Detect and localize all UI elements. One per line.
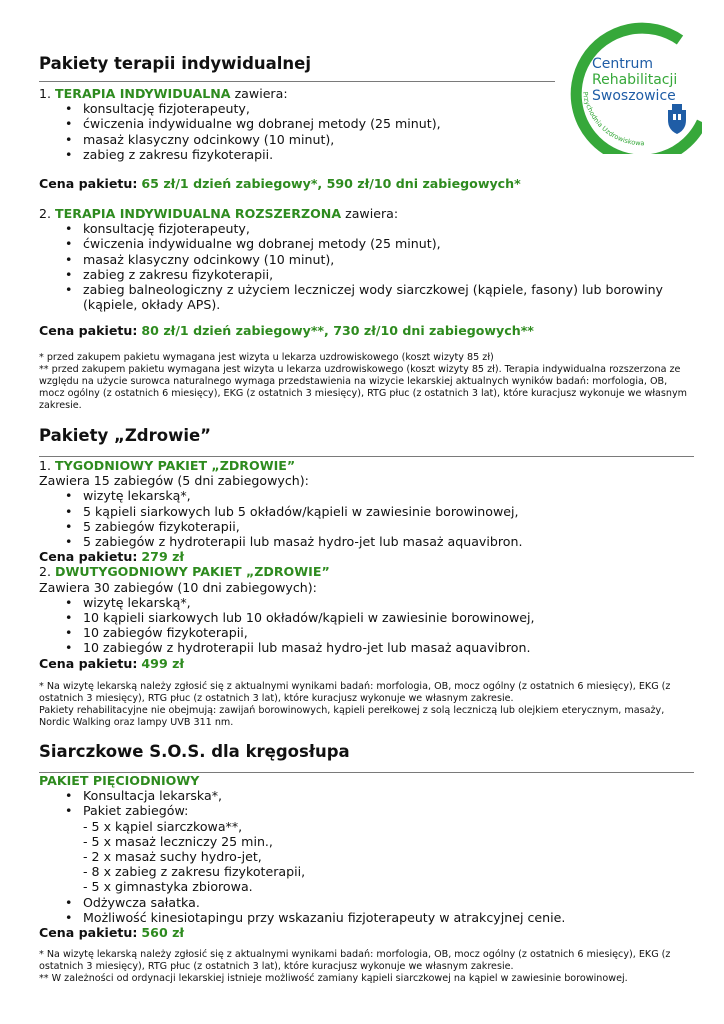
sub-item: - 5 x masaż leczniczy 25 min., xyxy=(83,833,273,849)
package-items xyxy=(39,895,699,925)
package-heading: 1. TYGODNIOWY PAKIET „ZDROWIE” xyxy=(39,458,296,473)
package-items xyxy=(39,488,699,549)
section-title-terapia: Pakiety terapii indywidualnej xyxy=(39,54,312,73)
price-value: 499 zł xyxy=(141,655,185,671)
list-item: • 10 zabiegów z hydroterapii lub masaż hydro-jet lub masaż aquavibron. xyxy=(39,640,699,655)
list-item: • Pakiet zabiegów: xyxy=(39,803,699,818)
price-value: 560 zł xyxy=(141,925,185,941)
list-item: • ćwiczenia indywidualne wg dobranej metody (25 minut), xyxy=(39,236,699,251)
list-item: • masaż klasyczny odcinkowy (10 minut), xyxy=(39,132,699,147)
list-item: • wizytę lekarską*, xyxy=(39,488,699,503)
sub-item: - 8 x zabieg z zakresu fizykoterapii, xyxy=(83,864,306,880)
sub-item: - 5 x gimnastyka zbiorowa. xyxy=(83,879,253,895)
footnote: ** W zależności od ordynacji lekarskiej istnieje możliwość zamiany kąpieli siarczkowej na kąpiel w zawiesinie borowinowej. xyxy=(39,973,628,984)
package-heading: 2. DWUTYGODNIOWY PAKIET „ZDROWIE” xyxy=(39,564,330,580)
package-intro: Zawiera 30 zabiegów (10 dni zabiegowych): xyxy=(39,579,317,595)
package-price xyxy=(39,176,699,191)
package-items xyxy=(39,595,699,656)
section-divider xyxy=(39,456,694,457)
footnotes xyxy=(39,352,689,412)
package-tygodniowy xyxy=(39,458,699,671)
package-name: TERAPIA INDYWIDUALNA xyxy=(55,86,231,101)
price-value: 80 zł/1 dzień zabiegowy**, 730 zł/10 dni zabiegowych** xyxy=(141,323,534,338)
package-terapia-indywidualna xyxy=(39,86,699,162)
footnote: * Na wizytę lekarską należy zgłosić się z aktualnymi wynikami badań: morfologia, OB, mocz ogólny (z ostatnich 6 miesięcy), EKG (z ostatnich 3 miesięcy), RTG płuc (z ostatnich 3 lat), które kuracjusz wykonuje we własnym zakresie. xyxy=(39,681,671,704)
package-intro: Zawiera 15 zabiegów (5 dni zabiegowych): xyxy=(39,473,309,489)
section-divider xyxy=(39,81,555,82)
price-label: Cena pakietu: xyxy=(39,323,138,338)
list-item: • ćwiczenia indywidualne wg dobranej metody (25 minut), xyxy=(39,116,699,131)
list-item: • zabieg balneologiczny z użyciem leczniczej wody siarczkowej (kąpiele, fasony) lub borowiny (kąpiele, okłady APS). xyxy=(39,282,699,312)
package-items xyxy=(39,788,699,818)
package-name: DWUTYGODNIOWY PAKIET „ZDROWIE” xyxy=(55,564,330,580)
section-title-zdrowie: Pakiety „Zdrowie” xyxy=(39,426,212,445)
list-item: • 10 kąpieli siarkowych lub 10 okładów/kąpieli w zawiesinie borowinowej, xyxy=(39,610,699,625)
list-item: • wizytę lekarską*, xyxy=(39,595,699,610)
list-item: • masaż klasyczny odcinkowy (10 minut), xyxy=(39,252,699,267)
price-value: 279 zł xyxy=(141,549,185,565)
package-items xyxy=(39,221,699,312)
price-label: Cena pakietu: xyxy=(39,176,138,191)
list-item: • zabieg z zakresu fizykoterapii. xyxy=(39,147,699,162)
package-heading: 1. TERAPIA INDYWIDUALNA zawiera: xyxy=(39,86,288,101)
price-label: Cena pakietu: xyxy=(39,655,138,671)
footnote: * Na wizytę lekarską należy zgłosić się z aktualnymi wynikami badań: morfologia, OB, mocz ogólny (z ostatnich 6 miesięcy), EKG (z ostatnich 3 miesięcy), RTG płuc (z ostatnich 3 lat), które kuracjusz wykonuje we własnym zakresie. xyxy=(39,949,671,972)
list-item: • 10 zabiegów fizykoterapii, xyxy=(39,625,699,640)
list-item: • 5 zabiegów z hydroterapii lub masaż hydro-jet lub masaż aquavibron. xyxy=(39,534,699,549)
logo-line-3: Swoszowice xyxy=(592,88,676,104)
list-item: • 5 zabiegów fizykoterapii, xyxy=(39,519,699,534)
footnotes xyxy=(39,949,689,985)
package-name: PAKIET PIĘCIODNIOWY xyxy=(39,773,200,788)
package-items xyxy=(39,101,699,162)
package-heading: 2. TERAPIA INDYWIDUALNA ROZSZERZONA zawiera: xyxy=(39,206,399,221)
package-name: TYGODNIOWY PAKIET „ZDROWIE” xyxy=(55,458,296,473)
footnote: * przed zakupem pakietu wymagana jest wizyta u lekarza uzdrowiskowego (koszt wizyty 85 zł) xyxy=(39,352,494,363)
list-item: • Konsultacja lekarska*, xyxy=(39,788,699,803)
footnotes xyxy=(39,681,689,729)
package-pieciodniowy xyxy=(39,773,699,940)
section-title-sos: Siarczkowe S.O.S. dla kręgosłupa xyxy=(39,742,350,761)
list-item: • Odżywcza sałatka. xyxy=(39,895,699,910)
list-item: • zabieg z zakresu fizykoterapii, xyxy=(39,267,699,282)
logo-line-1: Centrum xyxy=(592,56,654,72)
logo-arc-text: Przychodnia Uzdrowiskowa xyxy=(580,91,645,148)
price-value: 65 zł/1 dzień zabiegowy*, 590 zł/10 dni zabiegowych* xyxy=(141,176,521,191)
price-label: Cena pakietu: xyxy=(39,925,138,941)
footnote: ** przed zakupem pakietu wymagana jest wizyta u lekarza uzdrowiskowego (koszt wizyty 85 zł). Terapia indywidualna rozszerzona ze względu na użycie surowca naturalnego wymaga przedstawienia na wizycie lekarskiej aktualnych wyników badań: morfologia, OB, mocz ogólny (z ostatnich 6 miesięcy), EKG (z ostatnich 3 miesięcy), RTG płuc (z ostatnich 3 lat), które kuracjusz wykonuje we własnym zakresie. xyxy=(39,364,688,411)
package-name: TERAPIA INDYWIDUALNA ROZSZERZONA xyxy=(55,206,342,221)
list-item: • Możliwość kinesiotapingu przy wskazaniu fizjoterapeuty w atrakcyjnej cenie. xyxy=(39,910,699,925)
logo-line-2: Rehabilitacji xyxy=(592,72,678,88)
list-item: • konsultację fizjoterapeuty, xyxy=(39,101,699,116)
sub-item: - 5 x kąpiel siarczkowa**, xyxy=(83,818,243,834)
list-item: • 5 kąpieli siarkowych lub 5 okładów/kąpieli w zawiesinie borowinowej, xyxy=(39,504,699,519)
list-item: • konsultację fizjoterapeuty, xyxy=(39,221,699,236)
price-label: Cena pakietu: xyxy=(39,549,138,565)
package-terapia-rozszerzona xyxy=(39,206,699,312)
footnote: Pakiety rehabilitacyjne nie obejmują: zawijań borowinowych, kąpieli perełkowej z solą leczniczą lub olejkiem eterycznym, masaży, Nordic Walking oraz lampy UVB 311 nm. xyxy=(39,705,665,728)
sub-item: - 2 x masaż suchy hydro-jet, xyxy=(83,849,262,865)
package-price xyxy=(39,323,699,338)
